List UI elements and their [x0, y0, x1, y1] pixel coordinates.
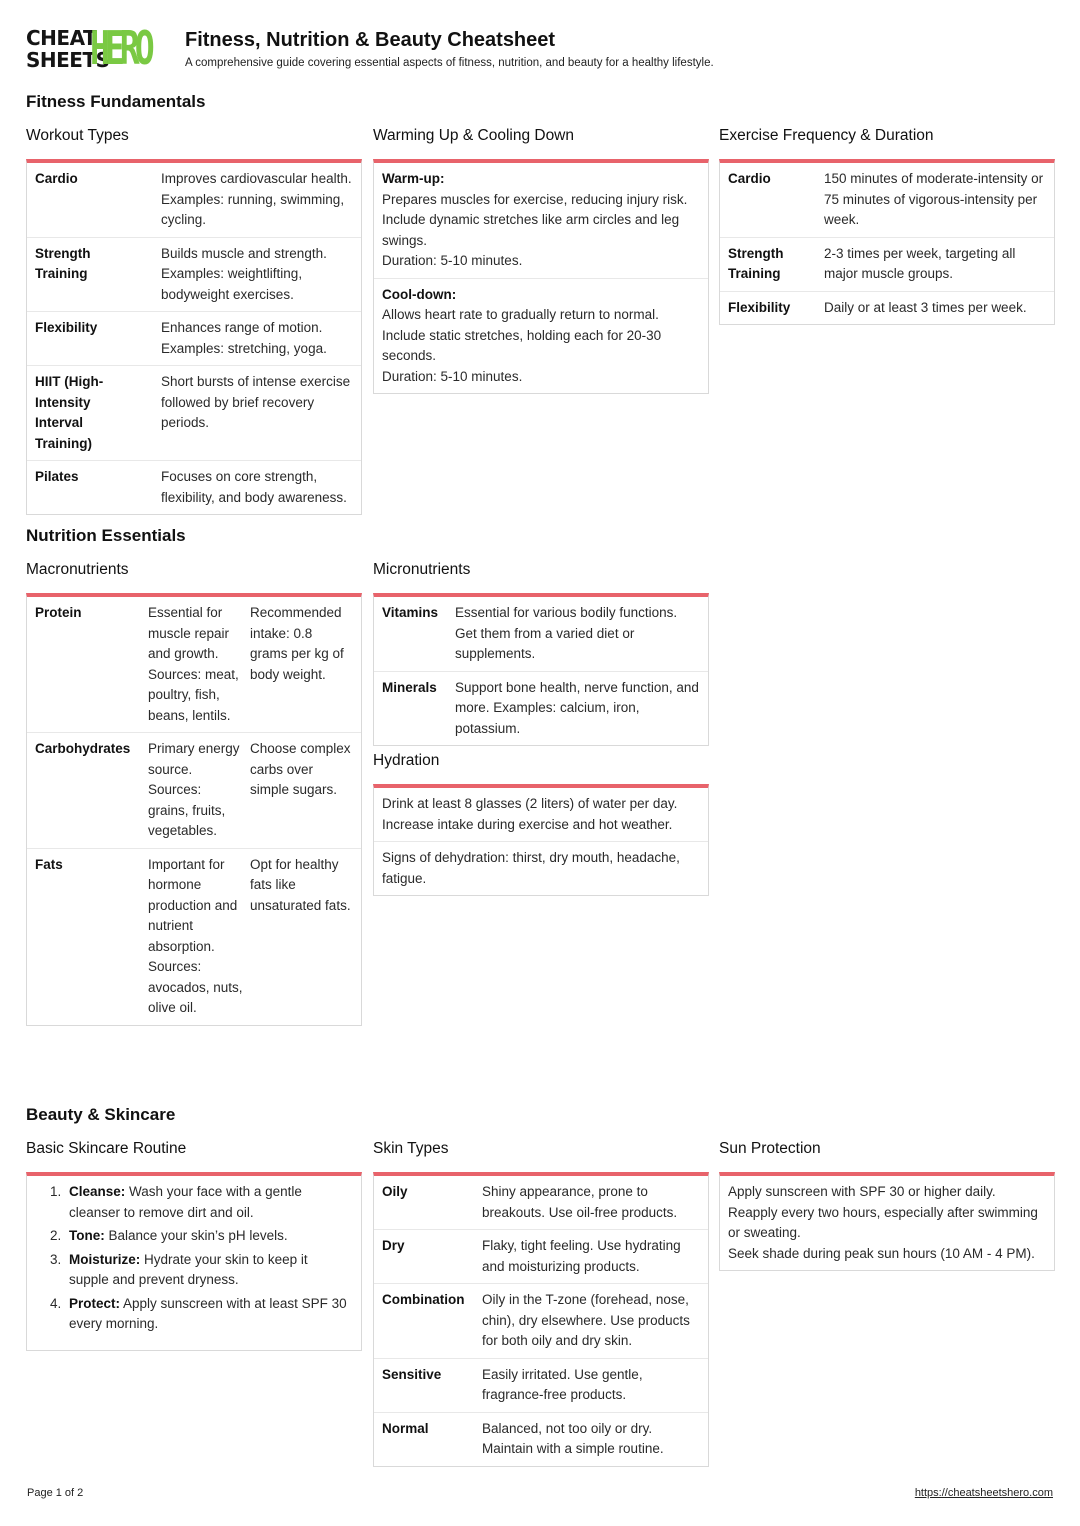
card-title: Macronutrients: [26, 561, 129, 578]
card-body: [719, 159, 1055, 325]
row-value: Focuses on core strength, flexibility, and body awareness.: [161, 469, 347, 505]
row-value: Essential for muscle repair and growth. Sources: meat, poultry, fish, beans, lentils.: [148, 605, 239, 723]
row-key: Vitamins: [382, 605, 439, 620]
card-skincare-routine: [26, 1139, 362, 1351]
row-key: Normal: [382, 1420, 429, 1436]
row-key: Strength Training: [728, 245, 784, 281]
step-label: Moisturize:: [69, 1251, 141, 1267]
row-key: Sensitive: [382, 1366, 442, 1382]
block-text: Prepares muscles for exercise, reducing injury risk. Include dynamic stretches like arm circles and leg swings.: [382, 191, 688, 248]
cooldown-block: [374, 279, 708, 394]
block-heading: Cool-down:: [382, 286, 457, 302]
row-value: Primary energy source. Sources: grains, fruits, vegetables.: [148, 741, 240, 838]
row-value: Oily in the T-zone (forehead, nose, chin), dry elsewhere. Use products for both oily and dry skin.: [482, 1292, 690, 1348]
page-title: Fitness, Nutrition & Beauty Cheatsheet: [185, 29, 556, 51]
table-row: [27, 849, 361, 1025]
table-row: [720, 238, 1054, 292]
row-note: Choose complex carbs over simple sugars.: [250, 741, 351, 797]
row-value: Easily irritated. Use gentle, fragrance-free products.: [482, 1366, 643, 1402]
table-row: [27, 163, 361, 238]
list-item: Drink at least 8 glasses (2 liters) of water per day. Increase intake during exercise and hot weather.: [374, 788, 708, 842]
site-link[interactable]: https://cheatsheetshero.com: [914, 1487, 1053, 1499]
row-note: Opt for healthy fats like unsaturated fats.: [250, 856, 351, 913]
card-skin-types: [373, 1139, 709, 1467]
row-note: Recommended intake: 0.8 grams per kg of body weight.: [250, 605, 344, 682]
list-item: [65, 1226, 351, 1247]
card-title: Warming Up & Cooling Down: [373, 127, 575, 144]
card-body: [373, 1172, 709, 1467]
skincare-steps-list: [27, 1176, 361, 1350]
warmup-block: [374, 163, 708, 279]
card-body: [373, 784, 709, 896]
row-key: Cardio: [35, 171, 78, 186]
table-row: [27, 461, 361, 514]
card-title: Hydration: [373, 752, 440, 769]
table-row: [27, 597, 361, 733]
row-key: Pilates: [35, 469, 79, 484]
text-line: Reapply every two hours, especially after swimming or sweating.: [728, 1204, 1038, 1240]
row-key: Flexibility: [728, 299, 791, 315]
row-value: Balanced, not too oily or dry. Maintain with a simple routine.: [482, 1420, 664, 1456]
block-duration: Duration: 5-10 minutes.: [382, 368, 523, 384]
row-value: Builds muscle and strength. Examples: weightlifting, bodyweight exercises.: [161, 245, 327, 302]
table-row: [374, 1413, 708, 1466]
cheatsheetshero-logo[interactable]: [26, 21, 170, 75]
list-item: [65, 1250, 351, 1291]
sun-protection-text: [720, 1176, 1054, 1270]
row-value: Shiny appearance, prone to breakouts. Use oil-free products.: [482, 1184, 678, 1220]
card-workout-types: [26, 126, 362, 515]
step-label: Tone:: [69, 1228, 105, 1243]
card-micronutrients: [373, 560, 709, 746]
page-header: [26, 21, 1056, 75]
row-value: Short bursts of intense exercise followed by brief recovery periods.: [161, 374, 351, 430]
step-text: Hydrate your skin to keep it supple and prevent dryness.: [69, 1251, 308, 1287]
row-value: Improves cardiovascular health. Examples: running, swimming, cycling.: [161, 171, 352, 227]
row-key: Combination: [382, 1292, 465, 1307]
row-key: Strength Training: [35, 245, 91, 281]
row-key: Dry: [382, 1238, 405, 1253]
table-row: [374, 1230, 708, 1284]
card-body: [26, 159, 362, 515]
card-exercise-frequency: [719, 126, 1055, 325]
card-body: [373, 159, 709, 394]
step-text: Apply sunscreen with at least SPF 30 every morning.: [69, 1295, 347, 1331]
row-value: Enhances range of motion. Examples: stretching, yoga.: [161, 320, 327, 356]
row-key: HIIT (High-Intensity Interval Training): [35, 374, 104, 451]
card-title: Basic Skincare Routine: [26, 1140, 187, 1157]
row-value: Daily or at least 3 times per week.: [824, 299, 1027, 315]
table-row: [27, 733, 361, 849]
step-text: Balance your skin’s pH levels.: [104, 1228, 288, 1243]
text-line: Apply sunscreen with SPF 30 or higher daily.: [728, 1184, 996, 1199]
page-subtitle: A comprehensive guide covering essential aspects of fitness, nutrition, and beauty for a healthy lifestyle.: [185, 57, 714, 69]
row-key: Protein: [35, 605, 82, 620]
card-body: [373, 593, 709, 746]
card-title: Skin Types: [373, 1140, 449, 1157]
table-row: [720, 163, 1054, 238]
block-text: Allows heart rate to gradually return to normal. Include static stretches, holding each for 20-30 seconds.: [382, 307, 662, 363]
list-item: [65, 1182, 351, 1223]
row-key: Cardio: [728, 171, 771, 186]
row-key: Oily: [382, 1184, 408, 1199]
card-title: Exercise Frequency & Duration: [719, 127, 934, 144]
row-value: Essential for various bodily functions. Get them from a varied diet or supplements.: [455, 605, 678, 661]
table-row: [720, 292, 1054, 325]
row-key: Carbohydrates: [35, 741, 131, 756]
row-key: Minerals: [382, 679, 437, 695]
page-number: Page 1 of 2: [27, 1487, 84, 1499]
card-body: [719, 1172, 1055, 1271]
table-row: [27, 238, 361, 313]
row-value: 150 minutes of moderate-intensity or 75 minutes of vigorous-intensity per week.: [824, 171, 1044, 227]
section-title-beauty: Beauty & Skincare: [26, 1105, 176, 1124]
row-value: Support bone health, nerve function, and more. Examples: calcium, iron, potassium.: [455, 679, 699, 736]
table-row: [374, 1359, 708, 1413]
section-title-nutrition: Nutrition Essentials: [26, 526, 186, 545]
card-body: [26, 1172, 362, 1351]
row-value: 2-3 times per week, targeting all major muscle groups.: [824, 245, 1016, 281]
card-title: Micronutrients: [373, 561, 471, 578]
card-title: Sun Protection: [719, 1140, 821, 1157]
table-row: [374, 597, 708, 672]
logo-sheets-text: SHEETS: [26, 48, 110, 72]
card-macronutrients: [26, 560, 362, 1026]
step-label: Cleanse:: [69, 1184, 126, 1199]
card-sun-protection: [719, 1139, 1055, 1271]
list-item: Signs of dehydration: thirst, dry mouth, headache, fatigue.: [382, 850, 680, 886]
table-row: [27, 312, 361, 366]
step-text: Wash your face with a gentle cleanser to remove dirt and oil.: [69, 1184, 302, 1220]
text-line: Seek shade during peak sun hours (10 AM - 4 PM).: [728, 1245, 1035, 1261]
card-title: Workout Types: [26, 127, 129, 144]
section-title-fitness: Fitness Fundamentals: [26, 92, 206, 111]
row-value: Important for hormone production and nutrient absorption. Sources: avocados, nuts, olive oil.: [148, 856, 243, 1015]
table-row: [374, 1284, 708, 1359]
step-label: Protect:: [69, 1295, 121, 1311]
table-row: [374, 672, 708, 746]
row-key: Flexibility: [35, 320, 98, 335]
row-key: Fats: [35, 856, 63, 872]
table-row: [27, 366, 361, 461]
block-heading: Warm-up:: [382, 171, 445, 186]
list-item: [65, 1294, 351, 1335]
card-body: [26, 593, 362, 1026]
card-warmup-cooldown: [373, 126, 709, 394]
logo-hero-text: HERO: [90, 21, 150, 75]
logo-cheat-text: CHEAT: [26, 26, 97, 50]
block-duration: Duration: 5-10 minutes.: [382, 253, 523, 268]
card-hydration: [373, 751, 709, 896]
row-value: Flaky, tight feeling. Use hydrating and moisturizing products.: [482, 1238, 681, 1274]
table-row: [374, 1176, 708, 1230]
